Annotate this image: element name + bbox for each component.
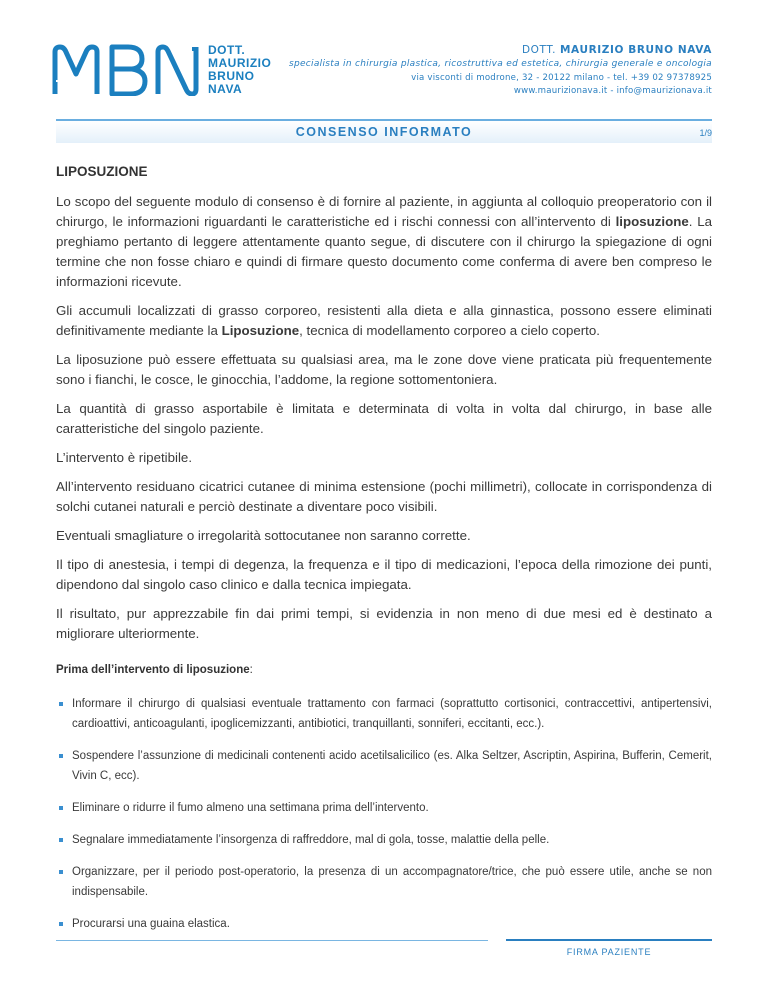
logo-line: DOTT. [208, 43, 246, 57]
paragraph: La liposuzione può essere effettuata su qualsiasi area, ma le zone dove viene praticata più frequentemente sono i fianchi, le cosce, le ginocchia, l’addome, la regione sottomentoniera. [56, 352, 712, 387]
doctor-name-line [289, 43, 712, 57]
logo-line: MAURIZIO [208, 56, 272, 70]
paragraph [56, 301, 712, 341]
paragraph-text: , tecnica di modellamento corporeo a cielo coperto. [299, 323, 600, 338]
logo-line: NAVA [208, 82, 243, 96]
paragraph-emphasis: liposuzione [615, 214, 689, 229]
paragraph-text: . La preghiamo pertanto di leggere attentamente quanto segue, di discutere con il chirurgo la spiegazione di ogni termine che non fosse chiaro e quindi di firmare questo documento come conferma di avere ben compreso le informazioni ricevute. [56, 214, 713, 289]
paragraph-emphasis: Liposuzione [221, 323, 300, 338]
doctor-specialty: specialista in chirurgia plastica, ricostruttiva ed estetica, chirurgia generale e oncologia [288, 59, 712, 69]
page-number: 1/9 [699, 128, 712, 138]
paragraph: L’intervento è ripetibile. [56, 450, 193, 465]
paragraph: Il tipo di anestesia, i tempi di degenza, la frequenza e il tipo di medicazioni, l’epoca della rimozione dei punti, dipendono dal singolo caso clinico e dalla tecnica impiegata. [56, 557, 712, 592]
list-item: Eliminare o ridurre il fumo almeno una settimana prima dell’intervento. [56, 798, 712, 818]
before-surgery-title: Prima dell’intervento di liposuzione [56, 664, 250, 676]
before-surgery-list [56, 694, 712, 934]
doctor-web-contacts: www.maurizionava.it - info@maurizionava.it [513, 86, 712, 96]
logo-line: BRUNO [208, 69, 255, 83]
signature-line [506, 939, 712, 941]
section-heading: LIPOSUZIONE [56, 164, 148, 179]
before-surgery-heading [56, 660, 712, 680]
list-item: Organizzare, per il periodo post-operatorio, la presenza di un accompagnatore/trice, che può essere utile, anche se non indispensabile. [56, 862, 712, 902]
paragraph: Il risultato, pur apprezzabile fin dai primi tempi, si evidenzia in non meno di due mesi ed è destinato a migliorare ulteriormente. [56, 606, 712, 641]
paragraph [56, 192, 712, 292]
heading-colon: : [249, 664, 253, 676]
mbn-logo [52, 44, 202, 96]
list-item: Sospendere l’assunzione di medicinali contenenti acido acetilsalicilico (es. Alka Seltzer, Ascriptin, Aspirina, Bufferin, Cemerit, Vivin C, ecc). [56, 746, 712, 786]
list-item: Informare il chirurgo di qualsiasi eventuale trattamento con farmaci (soprattutto cortisonici, contraccettivi, antipertensivi, cardioattivi, anticoagulanti, ipoglicemizzanti, antibiotici, tranquillanti, sonniferi, eccitanti, ecc.). [56, 694, 712, 734]
list-item: Procurarsi una guaina elastica. [56, 914, 712, 934]
doctor-name: MAURIZIO BRUNO NAVA [560, 44, 712, 56]
doctor-address: via visconti di modrone, 32 - 20122 milano - tel. +39 02 97378925 [411, 73, 712, 83]
paragraph-text: Lo scopo del seguente modulo di consenso è di fornire al paziente, in aggiunta al colloquio preoperatorio con il chirurgo, le informazioni riguardanti le caratteristiche ed i rischi connessi con all’intervento di [56, 194, 712, 229]
footer-rule [56, 940, 488, 941]
logo-name-block [208, 44, 271, 96]
doctor-prefix: DOTT. [521, 44, 557, 56]
paragraph: La quantità di grasso asportabile è limitata e determinata di volta in volta dal chirurgo, in base alle caratteristiche del singolo paziente. [56, 401, 712, 436]
doctor-header [289, 43, 712, 98]
title-bar [56, 121, 712, 143]
document-body [56, 162, 712, 946]
paragraph-text: Gli accumuli localizzati di grasso corporeo, resistenti alla dieta e alla ginnastica, possono essere eliminati definitivamente mediante la [56, 303, 712, 338]
signature-label: FIRMA PAZIENTE [566, 947, 652, 957]
paragraph: All’intervento residuano cicatrici cutanee di minima estensione (pochi millimetri), collocate in corrispondenza di solchi cutanei naturali e perciò destinate a diventare poco visibili. [56, 479, 712, 514]
list-item: Segnalare immediatamente l’insorgenza di raffreddore, mal di gola, tosse, malattie della pelle. [56, 830, 712, 850]
document-title: CONSENSO INFORMATO [295, 125, 473, 139]
paragraph: Eventuali smagliature o irregolarità sottocutanee non saranno corrette. [56, 528, 471, 543]
